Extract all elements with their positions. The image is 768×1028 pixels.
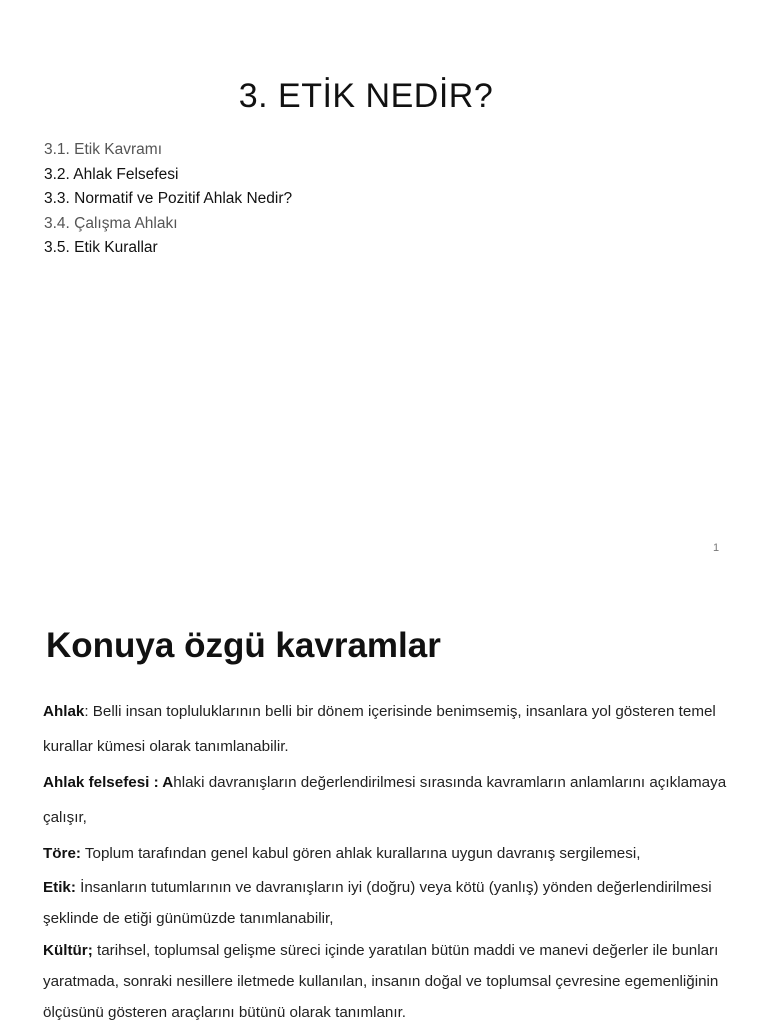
definition-etik	[43, 872, 743, 934]
section-heading: Konuya özgü kavramlar	[46, 626, 441, 665]
definition-term: Ahlak	[43, 703, 85, 720]
definition-term: Kültür;	[43, 942, 93, 959]
definition-tore	[43, 836, 743, 871]
definition-term: Ahlak felsefesi : A	[43, 774, 174, 791]
definition-text: hlaki davranışların değerlendirilmesi sırasında kavramların anlamlarını açıklamaya çalışır,	[43, 774, 727, 826]
definition-term: Töre:	[43, 845, 81, 862]
toc-item-etik-kurallar: 3.5. Etik Kurallar	[44, 239, 158, 257]
definitions-list	[43, 694, 743, 1028]
page-number: 1	[713, 542, 720, 554]
definition-kultur	[43, 935, 743, 1028]
definition-text: tarihsel, toplumsal gelişme süreci içinde yaratılan bütün maddi ve manevi değerler ile bunları yaratmada, sonraki nesillere iletmede kullanılan, insanın doğal ve toplumsal çevresine egemenliğinin ölçüsünü gösteren araçlarını bütünü olarak tanımlanır.	[43, 942, 719, 1021]
definition-ahlak	[43, 694, 743, 764]
definition-ahlak-felsefesi	[43, 765, 743, 835]
table-of-contents	[44, 138, 292, 261]
definition-term: Etik:	[43, 879, 76, 896]
toc-item-normatif-pozitif-ahlak: 3.3. Normatif ve Pozitif Ahlak Nedir?	[44, 190, 293, 208]
definition-text: İnsanların tutumlarının ve davranışların iyi (doğru) veya kötü (yanlış) yönden değerlendirilmesi şeklinde de etiği günümüzde tanımlanabilir,	[43, 879, 712, 927]
toc-item-etik-kavrami: 3.1. Etik Kavramı	[44, 141, 163, 158]
toc-item-calisma-ahlaki: 3.4. Çalışma Ahlakı	[44, 214, 178, 232]
definition-text: : Belli insan topluluklarının belli bir dönem içerisinde benimsemiş, insanlara yol gösteren temel kurallar kümesi olarak tanımlanabilir.	[43, 703, 716, 755]
page-title: 3. ETİK NEDİR?	[238, 76, 494, 115]
toc-item-ahlak-felsefesi: 3.2. Ahlak Felsefesi	[44, 165, 179, 183]
definition-text: Toplum tarafından genel kabul gören ahlak kurallarına uygun davranış sergilemesi,	[80, 845, 641, 862]
